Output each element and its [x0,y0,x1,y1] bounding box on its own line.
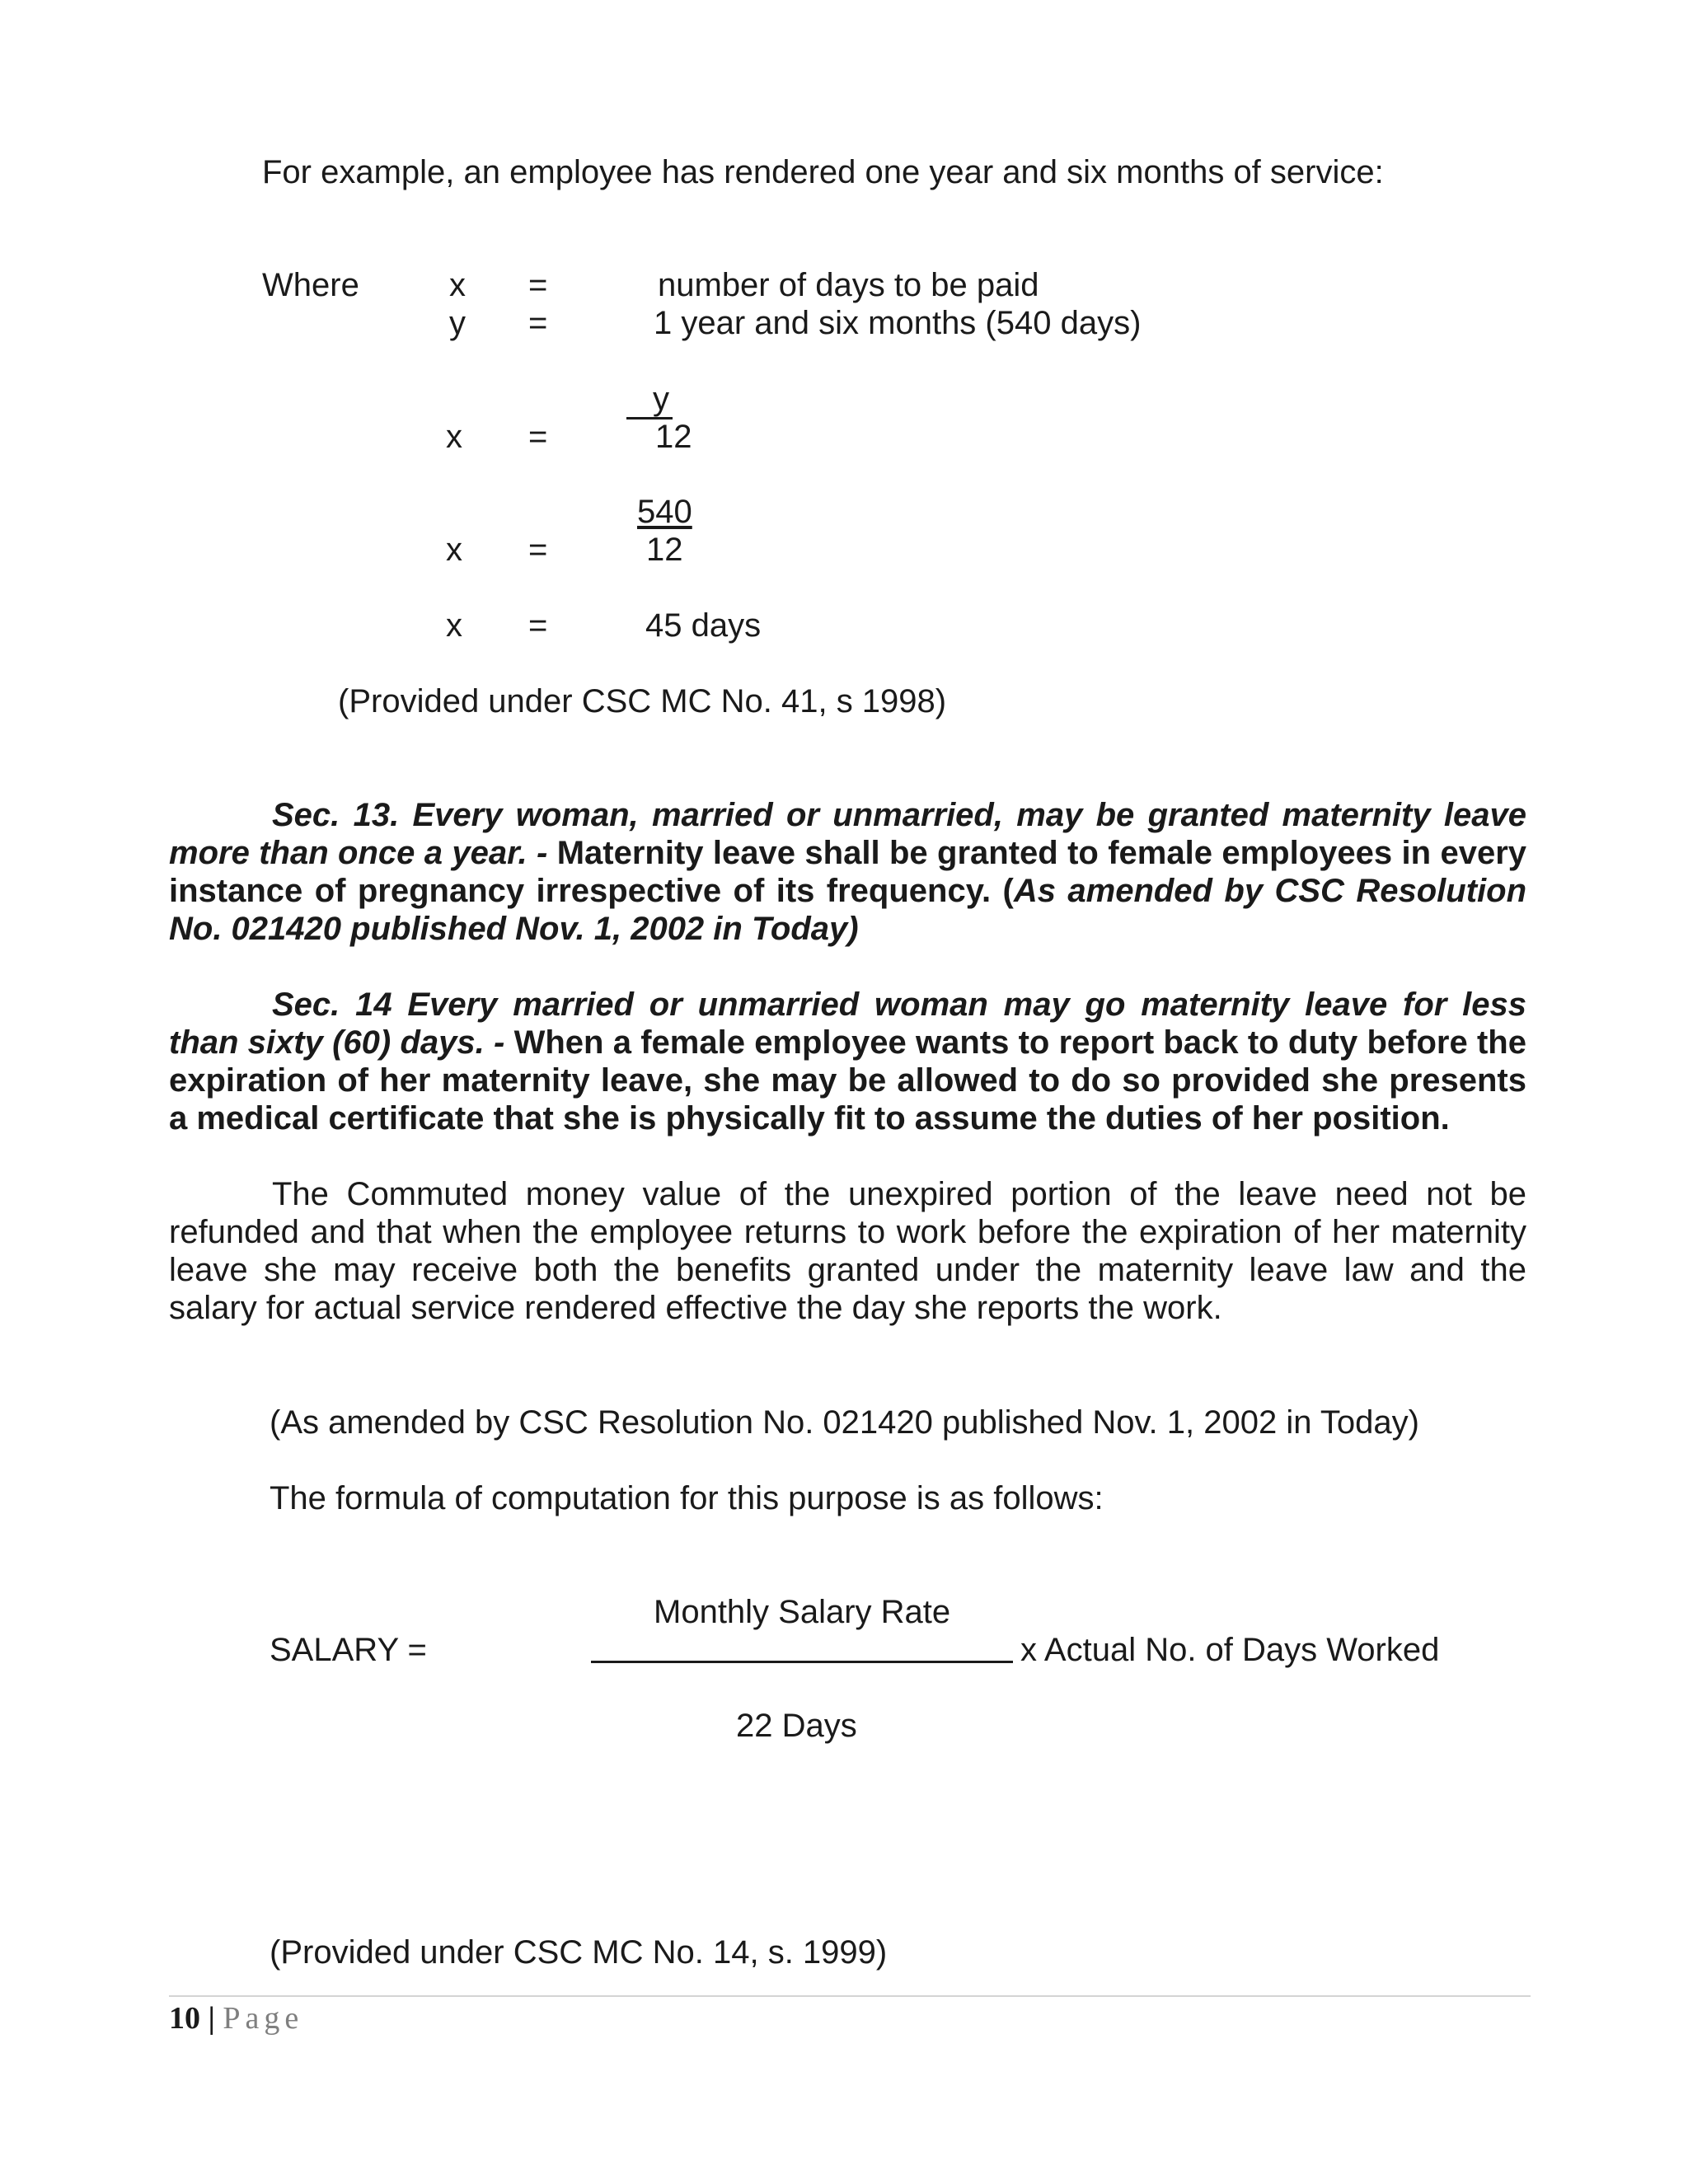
commuted-paragraph [169,1175,1526,1327]
x-definition: number of days to be paid [658,267,1039,303]
section-13 [169,796,1526,948]
fraction-denominator: 12 [655,419,692,455]
equals-sign: = [528,532,548,568]
page-number: 10 [169,2001,200,2036]
footer-separator: | [208,2001,215,2036]
equals-sign: = [528,305,548,341]
formula-fraction-bar [591,1661,1013,1663]
footer-divider [169,1995,1531,1997]
provision-citation: (Provided under CSC MC No. 41, s 1998) [338,683,947,719]
fraction-numerator: y [653,381,669,417]
commuted-text: The Commuted money value of the unexpired portion of the leave need not be refunded and that when the employee returns to work before the expiration of her maternity leave she may receive both the benefits granted under the maternity leave law and the salary for actual service rendered effective the day she reports the work. [169,1176,1526,1326]
section-14-body: When a female employee wants to report back to duty before the expiration of her maternity leave, she may be allowed to do so provided she presents a medical certificate that she is physically fit to assume the duties of her position. [169,1024,1526,1137]
section-13-amendment: As amended by CSC Resolution No. 021420 published Nov. 1, 2002 in Today) [169,873,1527,947]
page-label: Page [223,2001,304,2036]
equals-sign: = [528,267,548,303]
x-variable: x [449,267,466,303]
section-13-heading: Sec. 13. Every woman, married or unmarried, may be granted maternity leave more than once a year. - [169,797,1526,871]
page-footer [169,1999,303,2037]
step-lhs: x [446,607,462,644]
intro-text: For example, an employee has rendered one year and six months of service: [262,154,1384,190]
section-14-heading: Sec. 14 Every married or unmarried woman may go maternity leave for less than sixty (60) days. - [169,987,1526,1061]
formula-lhs: SALARY = [270,1632,427,1668]
step-lhs: x [446,532,462,568]
formula-multiplier: x Actual No. of Days Worked [1020,1632,1440,1668]
amendment-note: (As amended by CSC Resolution No. 021420 published Nov. 1, 2002 in Today) [270,1404,1419,1441]
formula-numerator: Monthly Salary Rate [654,1594,951,1630]
section-14 [169,986,1526,1137]
y-variable: y [449,305,466,341]
where-label: Where [262,267,359,303]
y-definition: 1 year and six months (540 days) [654,305,1142,341]
equals-sign: = [528,607,548,644]
provision-citation: (Provided under CSC MC No. 14, s. 1999) [270,1934,888,1971]
result-value: 45 days [645,607,762,644]
formula-intro: The formula of computation for this purpose is as follows: [270,1480,1104,1516]
fraction-numerator: 540 [637,494,692,530]
fraction-denominator: 12 [646,532,683,568]
section-13-body: Maternity leave shall be granted to female employees in every instance of pregnancy irrespective of its frequency. ( [169,835,1527,909]
step-lhs: x [446,419,462,455]
formula-denominator: 22 Days [736,1708,857,1744]
equals-sign: = [528,419,548,455]
